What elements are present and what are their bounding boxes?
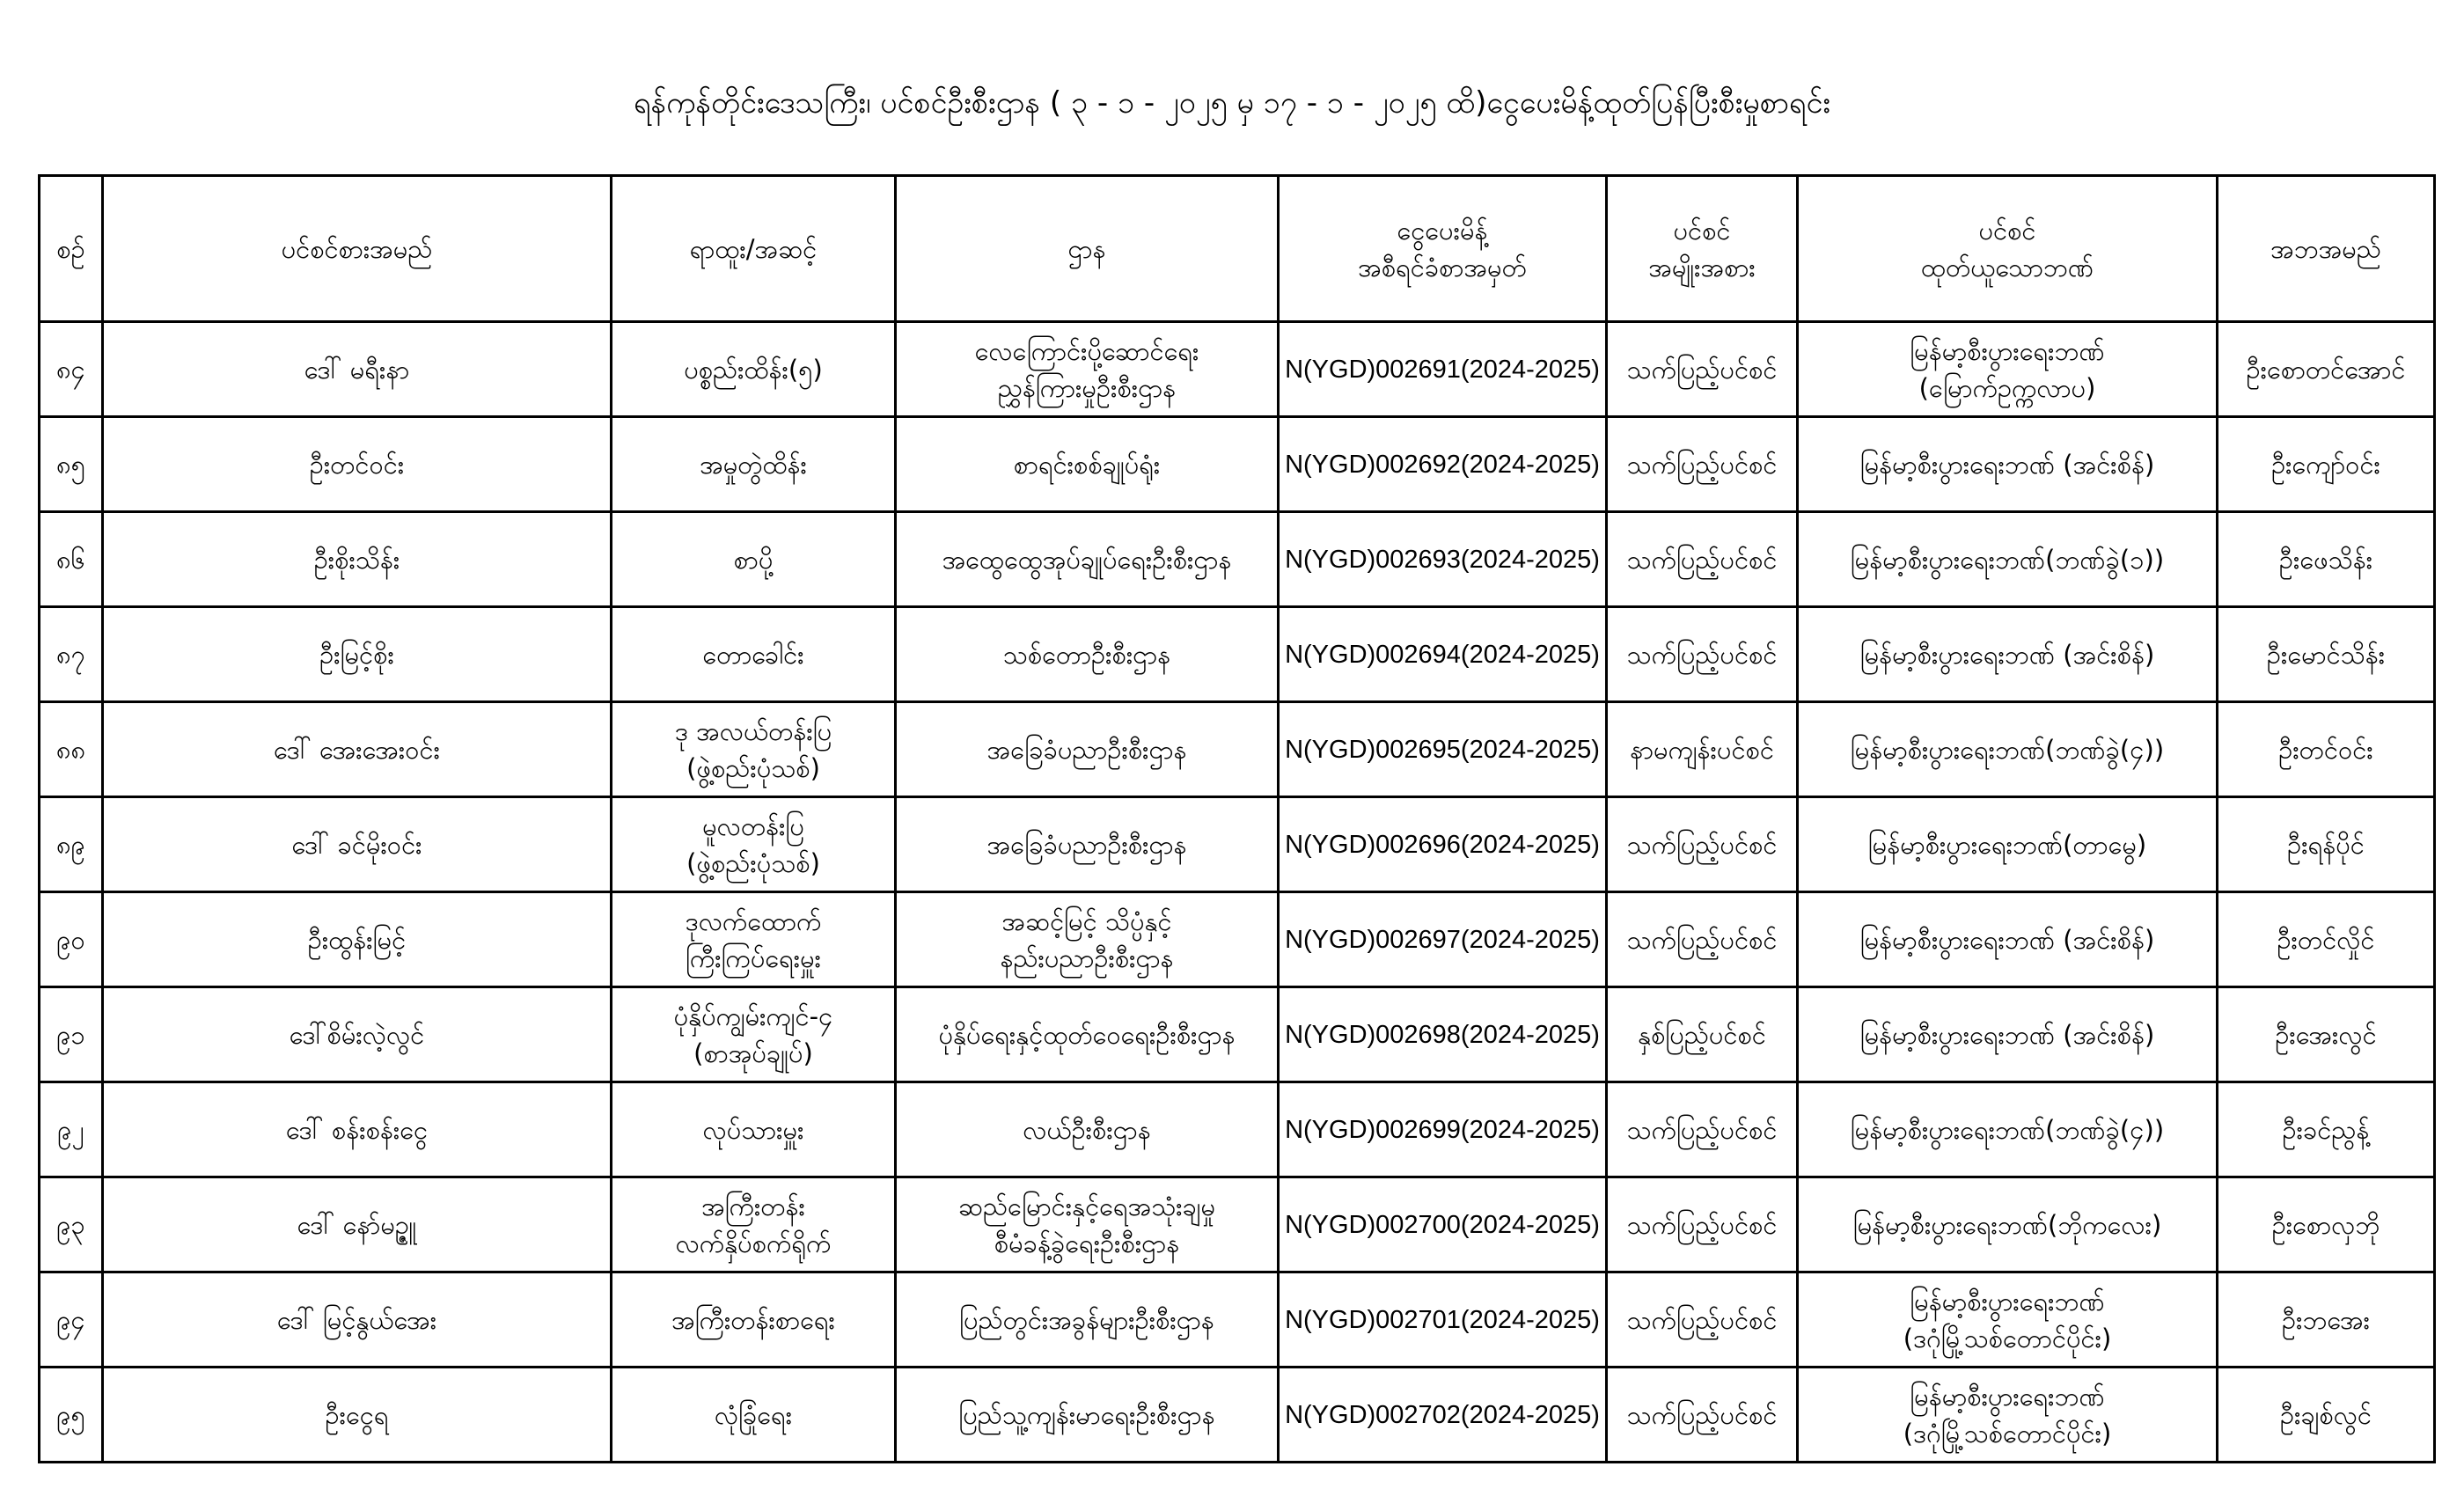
- cell-no: ၉၂: [40, 1082, 103, 1177]
- cell-type: သက်ပြည့်ပင်စင်: [1607, 607, 1798, 702]
- cell-bank-line: မြန်မာ့စီးပွားရေးဘဏ်(ဘဏ်ခွဲ(၁)): [1850, 544, 2165, 575]
- cell-name: ဦးစိုးသိန်း: [103, 512, 612, 607]
- cell-register: N(YGD)002696(2024-2025): [1279, 797, 1607, 892]
- cell-type: သက်ပြည့်ပင်စင်: [1607, 417, 1798, 512]
- cell-no: ၈၇: [40, 607, 103, 702]
- header-bank-line: ပင်စင်: [1978, 215, 2036, 246]
- cell-department-line: ပြည်တွင်းအခွန်များဦးစီးဌာန: [959, 1304, 1214, 1335]
- header-bank-line: ထုတ်ယူသောဘဏ်: [1920, 252, 2094, 282]
- cell-father: ဦးစောတင်အောင်: [2218, 322, 2435, 417]
- cell-type: နာမကျန်းပင်စင်: [1607, 702, 1798, 797]
- cell-no: ၈၈: [40, 702, 103, 797]
- table-row: [40, 322, 2435, 417]
- cell-bank: [1798, 417, 2218, 512]
- cell-department-line: ပုံနှိပ်ရေးနှင့်ထုတ်ဝေရေးဦးစီးဌာန: [938, 1019, 1236, 1050]
- cell-bank-line: မြန်မာ့စီးပွားရေးဘဏ်(ဘဏ်ခွဲ(၄)): [1850, 734, 2165, 765]
- cell-father: ဦးတင်ဝင်း: [2218, 702, 2435, 797]
- cell-type: သက်ပြည့်ပင်စင်: [1607, 1177, 1798, 1272]
- cell-department-line: နည်းပညာဦးစီးဌာန: [1000, 942, 1174, 973]
- header-row: [40, 176, 2435, 322]
- cell-bank: [1798, 607, 2218, 702]
- cell-no: ၉၀: [40, 892, 103, 987]
- cell-department: [896, 607, 1279, 702]
- pension-table: [38, 174, 2436, 1463]
- cell-register: N(YGD)002691(2024-2025): [1279, 322, 1607, 417]
- cell-father: ဦးအေးလွင်: [2218, 987, 2435, 1082]
- cell-department: [896, 322, 1279, 417]
- cell-rank: [612, 797, 896, 892]
- cell-type: နှစ်ပြည့်ပင်စင်: [1607, 987, 1798, 1082]
- cell-bank: [1798, 1368, 2218, 1463]
- cell-no: ၉၅: [40, 1368, 103, 1463]
- cell-register: N(YGD)002693(2024-2025): [1279, 512, 1607, 607]
- cell-department-line: အခြေခံပညာဦးစီးဌာန: [986, 734, 1187, 765]
- cell-department-line: လယ်ဦးစီးဌာန: [1023, 1114, 1151, 1145]
- cell-department-line: အခြေခံပညာဦးစီးဌာန: [986, 829, 1187, 860]
- cell-department-line: ပြည်သူ့ကျန်းမာရေးဦးစီးဌာန: [958, 1399, 1215, 1430]
- cell-name: ဦးမြင့်စိုး: [103, 607, 612, 702]
- cell-department-line: သစ်တောဦးစီးဌာန: [1002, 639, 1171, 670]
- table-row: [40, 417, 2435, 512]
- cell-register: N(YGD)002702(2024-2025): [1279, 1368, 1607, 1463]
- cell-father: ဦးဖေသိန်း: [2218, 512, 2435, 607]
- cell-rank-line: (စာအုပ်ချုပ်): [693, 1038, 813, 1068]
- cell-register: N(YGD)002694(2024-2025): [1279, 607, 1607, 702]
- cell-name: ဦးတင်ဝင်း: [103, 417, 612, 512]
- header-register-line: ငွေပေးမိန့်: [1397, 215, 1488, 246]
- table-row: [40, 892, 2435, 987]
- cell-father: ဦးစောလှဘို: [2218, 1177, 2435, 1272]
- cell-bank-line: (ဒဂုံမြို့သစ်တောင်ပိုင်း): [1903, 1418, 2112, 1448]
- header-department: ဌာန: [896, 176, 1279, 322]
- cell-rank: [612, 322, 896, 417]
- cell-register: N(YGD)002692(2024-2025): [1279, 417, 1607, 512]
- header-no: စဉ်: [40, 176, 103, 322]
- page-title: ရန်ကုန်တိုင်းဒေသကြီး၊ ပင်စင်ဦးစီးဌာန ( ၃ - ၁ - ၂၀၂၅ မှ ၁၇ - ၁ - ၂၀၂၅ ထိ)ငွေပေးမိန့်ထုတ်ပြန်ပြီးစီးမှုစာရင်း: [634, 85, 1830, 121]
- cell-bank-line: မြန်မာ့စီးပွားရေးဘဏ် (အင်းစိန်): [1859, 1019, 2155, 1050]
- cell-bank: [1798, 987, 2218, 1082]
- cell-bank-line: မြန်မာ့စီးပွားရေးဘဏ် (အင်းစိန်): [1859, 924, 2155, 955]
- cell-no: ၉၃: [40, 1177, 103, 1272]
- cell-type: သက်ပြည့်ပင်စင်: [1607, 322, 1798, 417]
- cell-department: [896, 987, 1279, 1082]
- cell-department-line: ညွှန်ကြားမှုဦးစီးဌာန: [997, 372, 1177, 403]
- cell-type: သက်ပြည့်ပင်စင်: [1607, 1272, 1798, 1368]
- cell-father: ဦးကျော်ဝင်း: [2218, 417, 2435, 512]
- header-type: [1607, 176, 1798, 322]
- cell-no: ၈၅: [40, 417, 103, 512]
- cell-type: သက်ပြည့်ပင်စင်: [1607, 1368, 1798, 1463]
- cell-no: ၈၉: [40, 797, 103, 892]
- cell-department-line: အထွေထွေအုပ်ချုပ်ရေးဦးစီးဌာန: [942, 544, 1232, 575]
- cell-department: [896, 1177, 1279, 1272]
- table-row: [40, 1272, 2435, 1368]
- cell-father: ဦးမောင်သိန်း: [2218, 607, 2435, 702]
- cell-rank-line: တောခေါင်း: [702, 639, 804, 670]
- cell-no: ၈၄: [40, 322, 103, 417]
- cell-name: ဒေါ် မရီးနာ: [103, 322, 612, 417]
- cell-rank-line: ဒုလက်ထောက်: [685, 906, 822, 936]
- cell-department: [896, 1368, 1279, 1463]
- cell-name: ဒေါ် ခင်မိုးဝင်း: [103, 797, 612, 892]
- cell-rank-line: အကြီးတန်းစာရေး: [671, 1304, 835, 1335]
- cell-bank: [1798, 1082, 2218, 1177]
- cell-name: ဒေါ် စန်းစန်းငွေ: [103, 1082, 612, 1177]
- cell-rank-line: မူလတန်းပြ: [702, 810, 804, 841]
- cell-no: ၉၁: [40, 987, 103, 1082]
- cell-bank: [1798, 322, 2218, 417]
- table-body: [40, 322, 2435, 1463]
- cell-rank: [612, 1082, 896, 1177]
- cell-rank: [612, 892, 896, 987]
- table-row: [40, 1368, 2435, 1463]
- cell-rank-line: လုပ်သားမှူး: [702, 1114, 804, 1145]
- cell-type: သက်ပြည့်ပင်စင်: [1607, 797, 1798, 892]
- cell-rank-line: လက်နှိပ်စက်ရိုက်: [675, 1228, 832, 1258]
- cell-department: [896, 797, 1279, 892]
- cell-bank-line: မြန်မာ့စီးပွားရေးဘဏ်(တာမွေ): [1867, 829, 2147, 860]
- cell-rank-line: အမှုတွဲထိန်း: [700, 449, 807, 480]
- header-name: ပင်စင်စားအမည်: [103, 176, 612, 322]
- cell-rank: [612, 987, 896, 1082]
- cell-rank-line: (ဖွဲ့စည်းပုံသစ်): [686, 752, 820, 783]
- cell-name: ဒေါ်စိမ်းလဲ့လွင်: [103, 987, 612, 1082]
- cell-rank-line: ပစ္စည်းထိန်း(၅): [684, 354, 823, 385]
- table-row: [40, 702, 2435, 797]
- header-rank: ရာထူး/အဆင့်: [612, 176, 896, 322]
- cell-department-line: စီမံခန့်ခွဲရေးဦးစီးဌာန: [994, 1228, 1180, 1258]
- cell-rank-line: စာပို့: [733, 544, 774, 575]
- table-row: [40, 1177, 2435, 1272]
- cell-rank: [612, 702, 896, 797]
- cell-rank-line: အကြီးတန်း: [701, 1191, 805, 1221]
- cell-type: သက်ပြည့်ပင်စင်: [1607, 892, 1798, 987]
- cell-register: N(YGD)002698(2024-2025): [1279, 987, 1607, 1082]
- cell-department: [896, 892, 1279, 987]
- cell-department: [896, 702, 1279, 797]
- cell-rank: [612, 417, 896, 512]
- header-type-line: အမျိုးအစား: [1648, 252, 1756, 282]
- cell-rank: [612, 1368, 896, 1463]
- cell-register: N(YGD)002695(2024-2025): [1279, 702, 1607, 797]
- cell-bank: [1798, 1272, 2218, 1368]
- cell-bank-line: (ဒဂုံမြို့သစ်တောင်ပိုင်း): [1903, 1323, 2112, 1353]
- cell-rank-line: လုံခြုံရေး: [714, 1399, 793, 1430]
- cell-rank: [612, 607, 896, 702]
- cell-rank: [612, 1272, 896, 1368]
- header-register: [1279, 176, 1607, 322]
- header-type-line: ပင်စင်: [1673, 215, 1731, 246]
- cell-name: ဒေါ် မြင့်နွယ်အေး: [103, 1272, 612, 1368]
- cell-father: ဦးချစ်လွင်: [2218, 1368, 2435, 1463]
- cell-bank: [1798, 702, 2218, 797]
- cell-bank-line: မြန်မာ့စီးပွားရေးဘဏ် (အင်းစိန်): [1859, 449, 2155, 480]
- cell-bank-line: မြန်မာ့စီးပွားရေးဘဏ်(ဘဏ်ခွဲ(၄)): [1850, 1114, 2165, 1145]
- table-row: [40, 512, 2435, 607]
- cell-no: ၉၄: [40, 1272, 103, 1368]
- header-bank: [1798, 176, 2218, 322]
- cell-bank-line: မြန်မာ့စီးပွားရေးဘဏ်: [1910, 1381, 2105, 1412]
- cell-department: [896, 1082, 1279, 1177]
- cell-name: ဦးငွေရ: [103, 1368, 612, 1463]
- cell-department: [896, 1272, 1279, 1368]
- cell-bank: [1798, 1177, 2218, 1272]
- cell-department: [896, 417, 1279, 512]
- table-row: [40, 797, 2435, 892]
- cell-register: N(YGD)002701(2024-2025): [1279, 1272, 1607, 1368]
- cell-rank: [612, 1177, 896, 1272]
- cell-bank-line: (မြောက်ဥက္ကလာပ): [1918, 372, 2096, 403]
- cell-bank: [1798, 512, 2218, 607]
- header-father: အဘအမည်: [2218, 176, 2435, 322]
- cell-bank: [1798, 892, 2218, 987]
- cell-father: ဦးဘအေး: [2218, 1272, 2435, 1368]
- cell-rank-line: ကြီးကြပ်ရေးမှူး: [685, 942, 822, 973]
- cell-type: သက်ပြည့်ပင်စင်: [1607, 1082, 1798, 1177]
- cell-department: [896, 512, 1279, 607]
- cell-rank: [612, 512, 896, 607]
- cell-department-line: အဆင့်မြင့် သိပ္ပံနှင့်: [1001, 906, 1172, 936]
- cell-bank: [1798, 797, 2218, 892]
- table-row: [40, 1082, 2435, 1177]
- cell-name: ဒေါ် အေးအေးဝင်း: [103, 702, 612, 797]
- cell-type: သက်ပြည့်ပင်စင်: [1607, 512, 1798, 607]
- cell-register: N(YGD)002700(2024-2025): [1279, 1177, 1607, 1272]
- cell-rank-line: ဒု အလယ်တန်းပြ: [674, 715, 832, 746]
- header-register-line: အစီရင်ခံစာအမှတ်: [1358, 252, 1527, 282]
- table-header: [40, 176, 2435, 322]
- cell-rank-line: (ဖွဲ့စည်းပုံသစ်): [686, 847, 820, 878]
- cell-name: ဦးထွန်းမြင့်: [103, 892, 612, 987]
- cell-father: ဦးတင်လှိုင်: [2218, 892, 2435, 987]
- cell-department-line: စာရင်းစစ်ချုပ်ရုံး: [1013, 449, 1161, 480]
- cell-bank-line: မြန်မာ့စီးပွားရေးဘဏ်(ဘိုကလေး): [1852, 1209, 2162, 1240]
- cell-bank-line: မြန်မာ့စီးပွားရေးဘဏ်: [1910, 335, 2105, 366]
- cell-no: ၈၆: [40, 512, 103, 607]
- cell-register: N(YGD)002699(2024-2025): [1279, 1082, 1607, 1177]
- cell-department-line: လေကြောင်းပို့ဆောင်ရေး: [974, 335, 1199, 366]
- cell-father: ဦးရန်ပိုင်: [2218, 797, 2435, 892]
- cell-father: ဦးခင်ညွန့်: [2218, 1082, 2435, 1177]
- cell-rank-line: ပုံနှိပ်ကျွမ်းကျင်-၄: [673, 1001, 833, 1031]
- cell-bank-line: မြန်မာ့စီးပွားရေးဘဏ်: [1910, 1286, 2105, 1316]
- cell-bank-line: မြန်မာ့စီးပွားရေးဘဏ် (အင်းစိန်): [1859, 639, 2155, 670]
- cell-register: N(YGD)002697(2024-2025): [1279, 892, 1607, 987]
- cell-name: ဒေါ် နော်မဉ္ဇူ: [103, 1177, 612, 1272]
- table-row: [40, 987, 2435, 1082]
- cell-department-line: ဆည်မြောင်းနှင့်ရေအသုံးချမှု: [957, 1191, 1216, 1221]
- table-row: [40, 607, 2435, 702]
